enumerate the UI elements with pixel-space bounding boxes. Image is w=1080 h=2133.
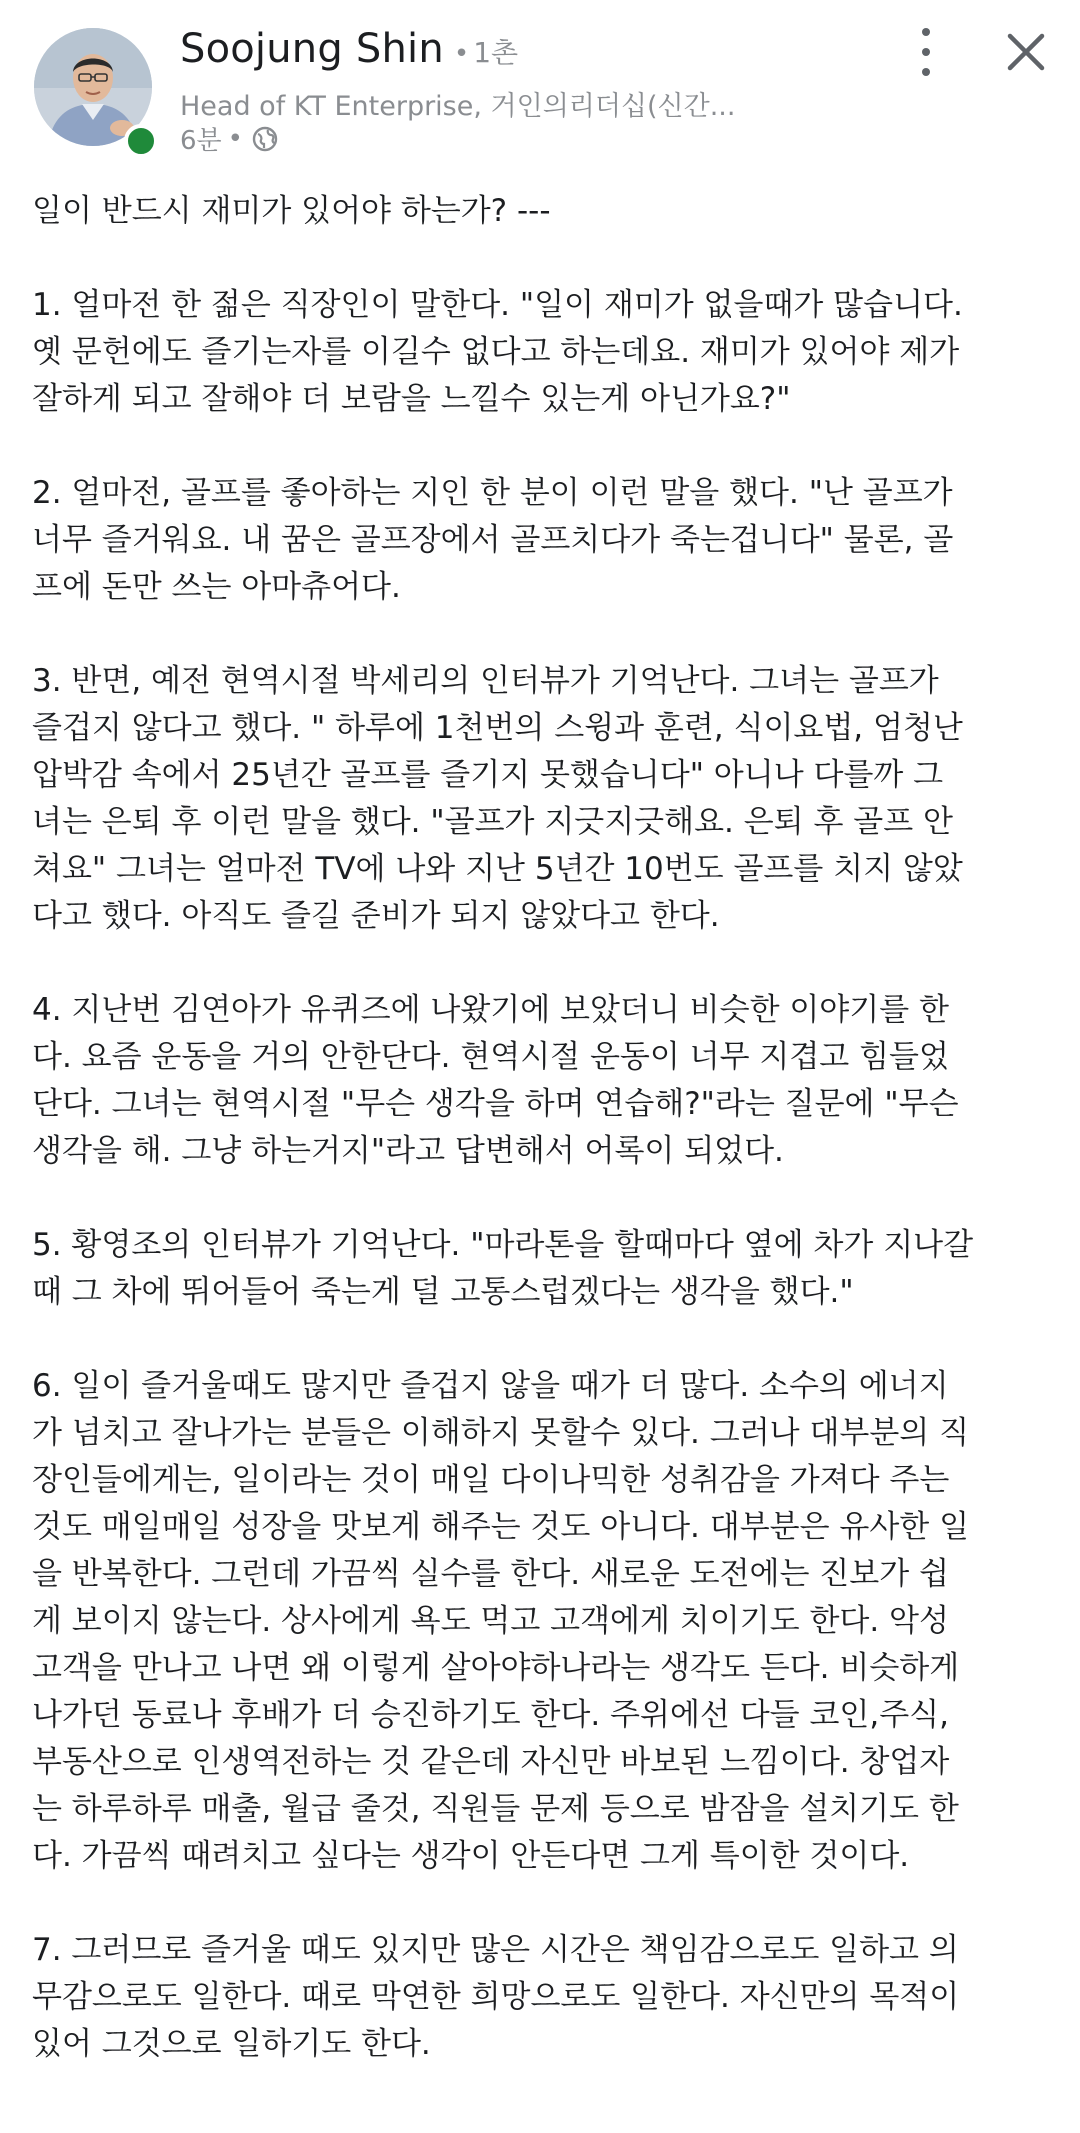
post-text-line: 다. 가끔씩 때려치고 싶다는 생각이 안든다면 그게 특이한 것이다. <box>32 1838 910 1874</box>
post-text-line: 잘하게 되고 잘해야 더 보람을 느낄수 있는게 아닌가요?" <box>32 381 791 417</box>
name-separator: • <box>453 39 470 69</box>
post-body <box>32 188 1052 2115</box>
post-text-line: 2. 얼마전, 골프를 좋아하는 지인 한 분이 이런 말을 했다. "난 골프가 <box>32 475 953 511</box>
post-text-line: 7. 그러므로 즐거울 때도 있지만 많은 시간은 책임감으로도 일하고 의 <box>32 1932 959 1968</box>
post-time: 6분 <box>180 126 222 156</box>
close-button[interactable] <box>1004 30 1048 74</box>
post-paragraph <box>32 470 1052 611</box>
post-text-line: 나가던 동료나 후배가 더 승진하기도 한다. 주위에선 다들 코인,주식, <box>32 1697 949 1733</box>
post-text-line: 쳐요" 그녀는 얼마전 TV에 나와 지난 5년간 10번도 골프를 치지 않았 <box>32 851 963 887</box>
post-text-line: 4. 지난번 김연아가 유퀴즈에 나왔기에 보았더니 비슷한 이야기를 한 <box>32 992 949 1028</box>
globe-icon <box>251 125 279 153</box>
post-text-line: 부동산으로 인생역전하는 것 같은데 자신만 바보된 느낌이다. 창업자 <box>32 1744 950 1780</box>
post-text-line: 다. 요즘 운동을 거의 안한단다. 현역시절 운동이 너무 지겹고 힘들었 <box>32 1039 949 1075</box>
post-text-line: 6. 일이 즐거울때도 많지만 즐겁지 않을 때가 더 많다. 소수의 에너지 <box>32 1368 949 1404</box>
more-vertical-icon <box>922 28 930 36</box>
post-paragraphs <box>32 282 1052 2068</box>
post-text-line: 압박감 속에서 25년간 골프를 즐기지 못했습니다" 아니나 다를까 그 <box>32 757 944 793</box>
post-text-line: 녀는 은퇴 후 이런 말을 했다. "골프가 지긋지긋해요. 은퇴 후 골프 안 <box>32 804 953 840</box>
post-text-line: 장인들에게는, 일이라는 것이 매일 다이나믹한 성취감을 가져다 주는 <box>32 1462 950 1498</box>
post-title: 일이 반드시 재미가 있어야 하는가? --- <box>32 193 551 229</box>
post-text-line: 즐겁지 않다고 했다. " 하루에 1천번의 스윙과 훈련, 식이요법, 엄청난 <box>32 710 963 746</box>
post-text-line: 는 하루하루 매출, 월급 줄것, 직원들 문제 등으로 밤잠을 설치기도 한 <box>32 1791 959 1827</box>
post-paragraph <box>32 1222 1052 1316</box>
post-paragraph <box>32 987 1052 1175</box>
more-options-button[interactable] <box>906 28 946 76</box>
post-paragraph <box>32 658 1052 940</box>
post-text-line: 프에 돈만 쓰는 아마츄어다. <box>32 569 401 605</box>
post-text-line: 3. 반면, 예전 현역시절 박세리의 인터뷰가 기억난다. 그녀는 골프가 <box>32 663 939 699</box>
post-meta <box>180 120 279 157</box>
post-paragraph <box>32 1363 1052 1880</box>
meta-separator: • <box>227 123 244 154</box>
post-text-line: 단다. 그녀는 현역시절 "무슨 생각을 하며 연습해?"라는 질문에 "무슨 <box>32 1086 959 1122</box>
post-paragraph <box>32 282 1052 423</box>
close-icon <box>1004 30 1048 74</box>
post-text-line: 다고 했다. 아직도 즐길 준비가 되지 않았다고 한다. <box>32 898 720 934</box>
connection-degree: 1촌 <box>473 36 519 69</box>
post-text-line: 1. 얼마전 한 젊은 직장인이 말한다. "일이 재미가 없을때가 많습니다. <box>32 287 963 323</box>
author-name[interactable]: Soojung Shin <box>180 26 444 72</box>
post-header <box>0 0 1080 170</box>
author-headline: Head of KT Enterprise, 거인의리더십(신간... <box>180 91 736 122</box>
post-text-line: 게 보이지 않는다. 상사에게 욕도 먹고 고객에게 치이기도 한다. 악성 <box>32 1603 949 1639</box>
post-text-line: 가 넘치고 잘나가는 분들은 이해하지 못할수 있다. 그러나 대부분의 직 <box>32 1415 970 1451</box>
post-text-line: 옛 문헌에도 즐기는자를 이길수 없다고 하는데요. 재미가 있어야 제가 <box>32 334 960 370</box>
post-text-line: 있어 그것으로 일하기도 한다. <box>32 2026 431 2062</box>
post-paragraph <box>32 1927 1052 2068</box>
post-text-line: 을 반복한다. 그런데 가끔씩 실수를 한다. 새로운 도전에는 진보가 쉽 <box>32 1556 949 1592</box>
post-text-line: 너무 즐거워요. 내 꿈은 골프장에서 골프치다가 죽는겁니다" 물론, 골 <box>32 522 954 558</box>
post-text-line: 것도 매일매일 성장을 맛보게 해주는 것도 아니다. 대부분은 유사한 일 <box>32 1509 970 1545</box>
online-status-indicator <box>124 124 158 158</box>
post-text-line: 고객을 만나고 나면 왜 이렇게 살아야하나라는 생각도 든다. 비슷하게 <box>32 1650 960 1686</box>
post-text-line: 5. 황영조의 인터뷰가 기억난다. "마라톤을 할때마다 옆에 차가 지나갈 <box>32 1227 974 1263</box>
post-text-line: 무감으로도 일한다. 때로 막연한 희망으로도 일한다. 자신만의 목적이 <box>32 1979 960 2015</box>
author-name-row <box>180 26 518 82</box>
post-text-line: 때 그 차에 뛰어들어 죽는게 덜 고통스럽겠다는 생각을 했다." <box>32 1274 854 1310</box>
post-text-line: 생각을 해. 그냥 하는거지"라고 답변해서 어록이 되었다. <box>32 1133 784 1169</box>
